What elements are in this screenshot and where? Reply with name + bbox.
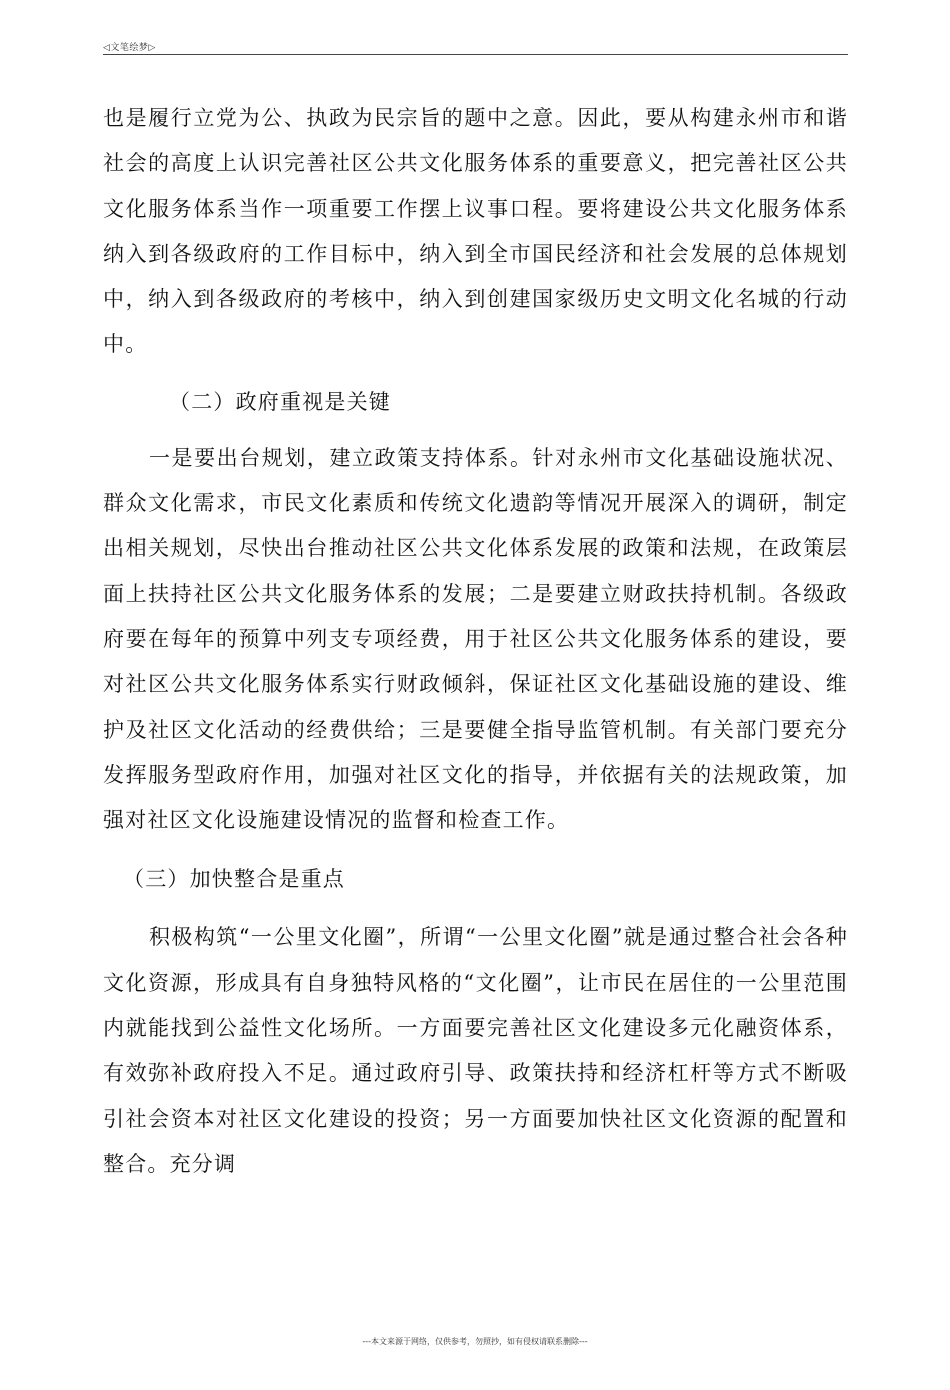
header-mark: ◁文笔绘梦▷ [103, 43, 156, 53]
document-body [103, 96, 848, 1187]
paragraph-1: 也是履行立党为公、执政为民宗旨的题中之意。因此，要从构建永州市和谐社会的高度上认识完善社区公共文化服务体系的重要意义，把完善社区公共文化服务体系当作一项重要工作摆上议事口程。要将建设公共文化服务体系纳入到各级政府的工作目标中，纳入到全市国民经济和社会发展的总体规划中，纳入到各级政府的考核中，纳入到创建国家级历史文明文化名城的行动中。 [103, 106, 848, 357]
paragraph-2: 一是要出台规划，建立政策支持体系。针对永州市文化基础设施状况、群众文化需求，市民文化素质和传统文化遗韵等情况开展深入的调研，制定出相关规划，尽快出台推动社区公共文化体系发展的政策和法规，在政策层面上扶持社区公共文化服务体系的发展；二是要建立财政扶持机制。各级政府要在每年的预算中列支专项经费，用于社区公共文化服务体系的建设，要对社区公共文化服务体系实行财政倾斜，保证社区文化基础设施的建设、维护及社区文化活动的经费供给；三是要健全指导监管机制。有关部门要充分发挥服务型政府作用，加强对社区文化的指导，并依据有关的法规政策，加强对社区文化设施建设情况的监督和检查工作。 [103, 445, 848, 833]
section-heading-2: （二）政府重视是关键 [169, 389, 391, 414]
paragraph-3: 积极构筑“一公里文化圈”，所谓“一公里文化圈”就是通过整合社会各种文化资源，形成具有自身独特风格的“文化圈”，让市民在居住的一公里范围内就能找到公益性文化场所。一方面要完善社区文化建设多元化融资体系，有效弥补政府投入不足。通过政府引导、政策扶持和经济杠杆等方式不断吸引社会资本对社区文化建设的投资；另一方面要加快社区文化资源的配置和整合。充分调 [103, 925, 848, 1176]
footer-note: ---本文来源于网络，仅供参考，勿照抄，如有侵权请联系删除--- [362, 1337, 588, 1346]
section-heading-3: （三）加快整合是重点 [123, 867, 345, 892]
header-rule [103, 54, 848, 55]
